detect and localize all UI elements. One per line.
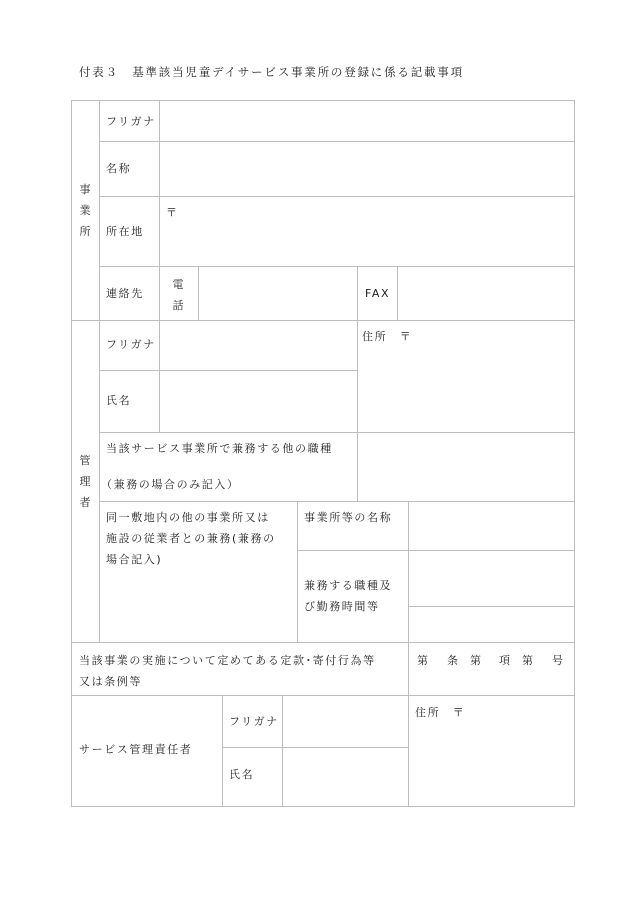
service-manager-address-label: 住所 〒 <box>415 706 466 719</box>
manager-address-label: 住所 〒 <box>362 330 413 343</box>
rule <box>99 101 100 642</box>
service-manager-name-label: 氏名 <box>229 768 255 781</box>
articles-item: 第 <box>522 654 535 667</box>
page-title: 付表３ 基準該当児童デイサービス事業所の登録に係る記載事項 <box>79 65 464 79</box>
rule <box>99 370 357 371</box>
manager-office-name-label: 事業所等の名称 <box>304 511 393 524</box>
rule <box>99 196 575 197</box>
articles-label: 当該事業の実施について定めてある定款･寄付行為等 又は条例等 <box>79 654 376 688</box>
rule <box>71 642 575 643</box>
rule <box>99 266 575 267</box>
rule <box>297 550 575 551</box>
office-contact-label: 連絡先 <box>106 287 144 300</box>
manager-position-hours-label: 兼務する職種及 び勤務時間等 <box>304 579 393 613</box>
rule <box>71 101 72 806</box>
rule <box>574 101 575 806</box>
rule <box>99 432 575 433</box>
articles-item: 号 <box>552 654 565 667</box>
service-manager-label: サービス管理責任者 <box>79 743 193 756</box>
rule <box>282 695 283 806</box>
manager-concurrent-duty-label: 当該サービス事業所で兼務する他の職種 <box>106 442 333 455</box>
rule <box>222 747 408 748</box>
office-phone-label: 電 話 <box>172 278 184 312</box>
manager-name-label: 氏名 <box>106 394 132 407</box>
articles-item: 第 <box>470 654 483 667</box>
office-postal-mark: 〒 <box>166 206 179 219</box>
rule <box>408 642 409 806</box>
office-fax-label: FAX <box>365 287 391 300</box>
office-furigana-label: フリガナ <box>106 115 156 128</box>
articles-item: 条 <box>447 654 460 667</box>
rule <box>408 501 409 642</box>
office-section-label: 事 業 所 <box>79 183 91 238</box>
articles-item: 項 <box>499 654 512 667</box>
manager-furigana-label: フリガナ <box>106 338 156 351</box>
rule <box>357 320 358 502</box>
registration-form <box>71 100 575 807</box>
rule <box>198 266 199 320</box>
manager-same-site-label: 同一敷地内の他の事業所又は 施設の従業者との兼務(兼務の 場合記入) <box>106 511 276 566</box>
rule <box>71 320 575 321</box>
rule <box>297 501 298 642</box>
office-address-label: 所在地 <box>106 225 144 238</box>
rule <box>222 695 223 806</box>
rule <box>159 320 160 432</box>
rule <box>408 606 575 607</box>
rule <box>71 695 575 696</box>
manager-section-label: 管 理 者 <box>79 454 91 509</box>
rule <box>357 266 358 320</box>
office-name-label: 名称 <box>106 162 132 175</box>
rule <box>397 266 398 320</box>
rule <box>99 141 575 142</box>
service-manager-furigana-label: フリガナ <box>229 715 279 728</box>
articles-item: 第 <box>417 654 430 667</box>
rule <box>99 501 575 502</box>
manager-concurrent-duty-note: （兼務の場合のみ記入） <box>101 478 240 491</box>
